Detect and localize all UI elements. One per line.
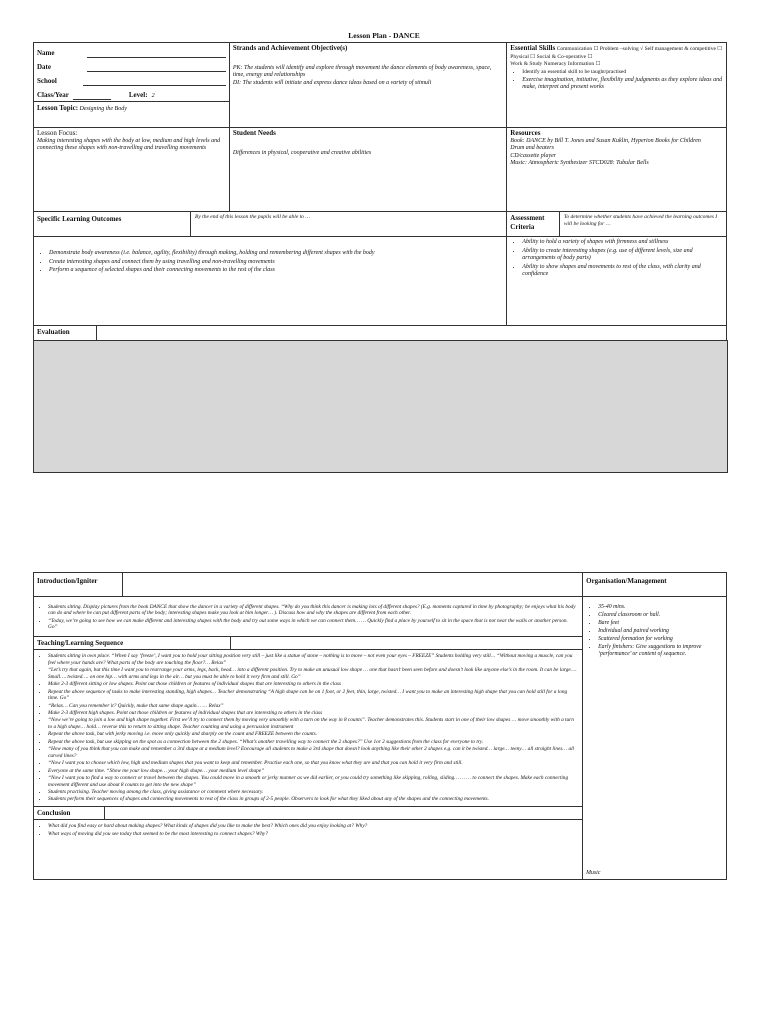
date-label: Date xyxy=(37,63,51,72)
org-item: • Early finishers: Give suggestions to improve ‘performance’ or content of sequence. xyxy=(598,644,723,658)
teaching-item: • “Now I want you to choose which low, high and medium shapes that you want to keep and remember. Practise each one, so that you know what they are and that you can hold it very firm and still. xyxy=(48,760,578,766)
topic-label: Lesson Topic: xyxy=(37,104,79,112)
sequence-cell xyxy=(34,597,583,880)
teaching-item: • Repeat the above task, but use skipping on the spot as a connection between the 2 shapes. “What’s another travelling way to connect the 2 shapes?” Use 1or 2 suggestions from the class for everyone to try. xyxy=(48,739,578,745)
org-header-cell xyxy=(583,573,727,597)
conclusion-label: Conclusion xyxy=(34,807,105,820)
org-item: • 35-40 mins. xyxy=(598,604,723,611)
topic-value: Designing the Body xyxy=(79,106,127,112)
teaching-item: • “Let’s try that again, but this time I want you to rearrange your arms, legs, back, head… into a different position. Try to make an unusual low shape … one that hasn’t been seen before and doesn’t look like anyone else’s in the room. It can be large…. Small…. twisted…. on one hip… with arms and legs in the air… but you must be able to hold it very firm and still. Go” xyxy=(48,667,578,680)
strands-label: Strands and Achievement Objective(s) xyxy=(232,44,348,52)
teaching-item: • “Now we’re going to join a low and high shape together. First we’ll try to connect them by moving very smoothly with a turn on the way in 8 counts”. Teacher demonstrates this. Students start in one of their low shapes … move smoothly with a turn to a high shape… hold… reverse this to return to sitting shape. Teacher counting and using a percussion instrument xyxy=(48,717,578,730)
strands-pk: PK: The students will identify and explore through movement the dance elements of body awareness, space, time, energy and relationships xyxy=(232,64,492,79)
teaching-item: • Repeat the above task, but with jerky moving i.e. move only quickly and sharply on the count and FREEZE between the counts. xyxy=(48,731,578,737)
class-label: Class/Year xyxy=(37,91,69,100)
level-label: Level: xyxy=(128,91,148,100)
assessment-item: • Ability to show shapes and movements to rest of the class, with clarity and confidence xyxy=(522,264,723,279)
teaching-header xyxy=(34,636,582,651)
teaching-item: • “Relax… Can you remember it? Quickly, make that same shape again… … Relax” xyxy=(48,703,578,709)
assessment-item: • Ability to hold a variety of shapes with firmness and stillness xyxy=(522,239,723,247)
teaching-item: • Repeat the above sequence of tasks to make interesting standing, high shapes… Teacher demonstrating “A high shape can be on 1 foot, or 2 feet, thin, large, twisted… I want you to make an interesting high shape that you can hold still for a long time. Go” xyxy=(48,689,578,702)
school-label: School xyxy=(37,77,57,86)
teaching-label: Teaching/Learning Sequence xyxy=(34,637,231,650)
needs-label: Student Needs xyxy=(232,129,276,137)
org-item: • Cleared classroom or hall. xyxy=(598,612,723,619)
resource-item: Drum and beaters xyxy=(510,145,554,152)
focus-text: Making interesting shapes with the body at low, medium and high levels and connecting these shapes with non-travelling and travelling movements xyxy=(37,137,221,152)
org-cell xyxy=(583,597,727,880)
assessment-item: • Ability to create interesting shapes (e.g. use of different levels, size and arrangements of body parts) xyxy=(522,248,723,263)
intro-label: Introduction/Igniter xyxy=(34,573,123,596)
strands-cell xyxy=(229,43,506,128)
skills-bullet: • Exercise imagination, initiative, flexibility and judgments as they explore ideas and make, interpret and present works xyxy=(522,77,723,92)
assessment-label: Assessment Criteria xyxy=(507,212,560,236)
evaluation-area[interactable] xyxy=(33,340,728,473)
teaching-item: • “How many of you think that you can make and remember a 3rd shape at a medium level? Encourage all students to make a 3rd shape that doesn’t look anything like their other 2 shapes e.g. can it be twisted… large… teeny… all straight lines… all curved lines? xyxy=(48,746,578,759)
outcomes-cell xyxy=(34,237,507,326)
name-row xyxy=(37,44,226,58)
teaching-item: • Students sitting in own place. “When I say ‘freeze’, I want you to hold your sitting position very still – just like a statue of stone – nothing is to move – not even your eyes – FREEZE” Students holding very still… “Without moving a muscle, can you feel where your hands are? What parts of the body are touching the floor?… Relax” xyxy=(48,653,578,666)
conclusion-item: • What did you find easy or hard about making shapes? What kinds of shapes did you like to make the best? Which ones did you enjoy looking at? Why? xyxy=(48,823,578,829)
resource-item: Music: Atmospheric Synthesizer STCD028: Tubular Bells xyxy=(510,160,649,167)
teaching-item: • “Now I want you to find a way to connect or travel between the shapes. You could move in a smooth or jerky manner as we did earlier, or you could try something like skipping, rolling, sliding… … … to connect the shapes. Make each connecting movement different and use about 8 counts to get into the new shape” xyxy=(48,775,578,788)
intro-header-cell xyxy=(34,573,583,597)
teaching-item: • Students practising. Teacher moving among the class, giving assistance or comment where necessary. xyxy=(48,789,578,795)
school-row xyxy=(37,72,226,86)
intro-item: • “Today, we’re going to see how we can make different and interesting shapes with the body and try out some ways in which we can connect them… … Quickly find a place by yourself to sit in the space that is not near the walls or another person. Go” xyxy=(48,618,578,631)
topic-row xyxy=(34,101,229,116)
skills-line2: Work & Study Numeracy Information ☐ xyxy=(510,61,601,67)
page-title: Lesson Plan - DANCE xyxy=(348,31,420,40)
skills-cell xyxy=(507,43,727,128)
resources-cell xyxy=(507,128,727,212)
assessment-cell xyxy=(507,237,727,326)
outcome-item: • Create interesting shapes and connect them by using travelling and non-travelling movements xyxy=(49,259,503,267)
skills-line1: Communication ☐ Problem –solving √ Self management & competitive ☐ Physical ☐ Social & Co-operative ☐ xyxy=(510,46,723,60)
intro-item: • Students sitting. Display pictures from the book DANCE that show the dancer in a variety of different shapes. “Why do you think this dancer is making lots of different shapes? (E.g. moments captured in time by photography; he enjoys what his body can do and where he can put different parts of the body; interesting shapes make you look at him longer… ). Discuss how and why the shapes are different from each other. xyxy=(48,604,578,617)
org-label: Organisation/Management xyxy=(586,577,667,585)
outcomes-label: Specific Learning Outcomes xyxy=(34,212,191,236)
assessment-header-cell xyxy=(507,212,727,237)
level-value: 2 xyxy=(151,92,155,99)
assessment-intro: To determine whether students have achieved the learning outcomes I will be looking for … xyxy=(563,214,718,227)
org-item: • Bare feet xyxy=(598,620,723,627)
evaluation-label: Evaluation xyxy=(34,326,97,341)
org-music: Music xyxy=(586,870,601,877)
resource-item: Book: DANCE by Bill T. Jones and Susan Kuklin, Hyperion Books for Children xyxy=(510,137,701,144)
teaching-item: • Everyone at the same time. “Show me your low shape… your high shape… your medium level shape” xyxy=(48,768,578,774)
resource-item: CD/cassette player xyxy=(510,152,557,159)
focus-cell xyxy=(34,128,230,212)
skills-label: Essential Skills xyxy=(510,44,556,52)
resources-label: Resources xyxy=(510,129,541,137)
class-row xyxy=(37,86,226,100)
outcomes-intro: By the end of this lesson the pupils will be able to … xyxy=(195,214,311,220)
lesson-sequence-table xyxy=(33,572,727,880)
teaching-item: • Make 2-3 different high shapes. Point out those children or features of individual shapes that are interesting to others in the class xyxy=(48,710,578,716)
lesson-plan-table xyxy=(33,42,727,342)
outcome-item: • Demonstrate body awareness (i.e. balance, agility, flexibility) through making, holding and remembering different shapes with the body xyxy=(49,250,503,258)
name-label: Name xyxy=(37,49,55,58)
date-field[interactable] xyxy=(87,62,226,72)
conclusion-item: • What ways of moving did you see today that seemed to be the most interesting to connect shapes? Why? xyxy=(48,831,578,837)
needs-cell xyxy=(229,128,506,212)
skills-bullet: • Identify an essential skill to be taught/practised xyxy=(522,69,723,76)
org-item: • Individual and paired working xyxy=(598,628,723,635)
class-field[interactable] xyxy=(73,90,111,100)
teaching-item: • Students perform their sequences of shapes and connecting movements to rest of the class in groups of 2-5 people. Observers to look for what they liked about any of the shapes and the connecting movements. xyxy=(48,796,578,802)
focus-label: Lesson Focus: xyxy=(37,129,78,137)
strands-di: DI: The students will initiate and express dance ideas based on a variety of stimuli xyxy=(232,79,432,86)
outcome-item: • Perform a sequence of selected shapes and their connecting movements to the rest of the class xyxy=(49,267,503,275)
org-item: • Scattered formation for working xyxy=(598,636,723,643)
conclusion-header xyxy=(34,806,582,821)
school-field[interactable] xyxy=(83,76,226,86)
teaching-item: • Make 2-3 different sitting or low shapes. Point out those children or features of individual shapes that are interesting to others in the class xyxy=(48,681,578,687)
header-cell xyxy=(34,43,230,128)
name-field[interactable] xyxy=(87,48,226,58)
needs-text: Differences in physical, cooperative and creative abilities xyxy=(232,149,372,156)
outcomes-header-cell xyxy=(34,212,507,237)
date-row xyxy=(37,58,226,72)
